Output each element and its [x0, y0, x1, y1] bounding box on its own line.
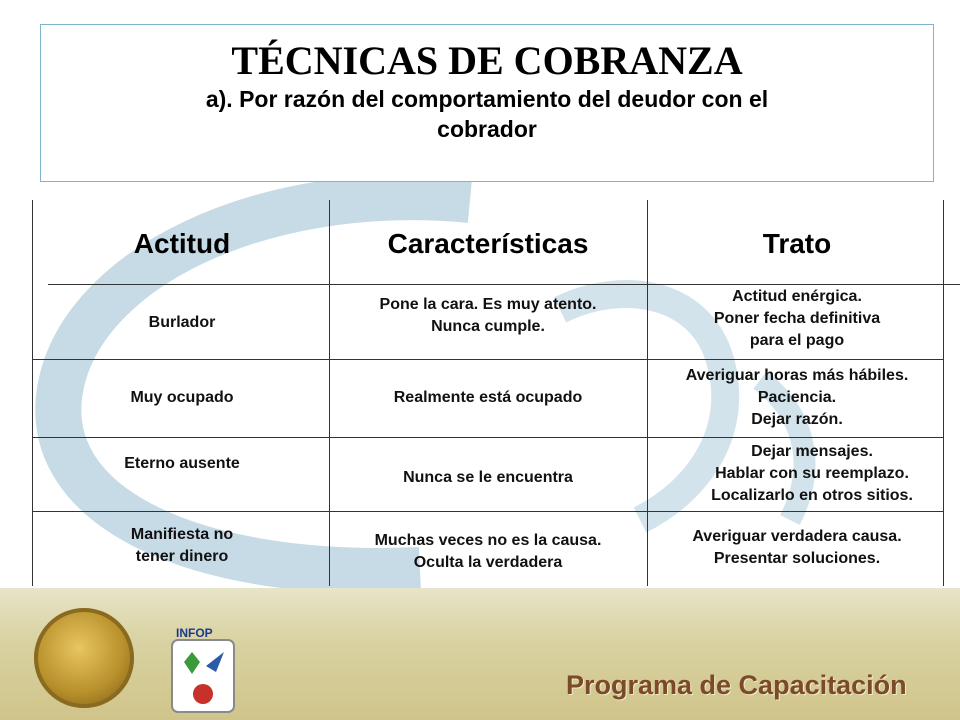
infop-logo-text: INFOP — [176, 626, 213, 640]
cell-actitud: Burlador — [148, 313, 216, 331]
table-row-line — [32, 511, 944, 512]
cell-caracteristicas: Realmente está ocupado — [393, 389, 583, 406]
cell-caracteristicas: Pone la cara. Es muy atento. Nunca cumple. — [379, 296, 597, 335]
cell-caracteristicas: Nunca se le encuentra — [403, 469, 573, 486]
header-trato: Trato — [762, 228, 832, 259]
collection-techniques-table — [32, 200, 944, 586]
page-title: TÉCNICAS DE COBRANZA — [231, 38, 743, 83]
cell-trato: Actitud enérgica. Poner fecha definitiva para el pago — [713, 288, 881, 349]
cell-actitud: Muy ocupado — [130, 389, 234, 406]
chamber-seal-icon — [34, 608, 134, 708]
cell-actitud: Eterno ausente — [124, 455, 240, 472]
header-actitud: Actitud — [133, 228, 231, 259]
cell-trato: Averiguar verdadera causa. Presentar soluciones. — [692, 528, 902, 567]
cell-caracteristicas: Muchas veces no es la causa. Oculta la verdadera — [374, 532, 602, 571]
page-subtitle: a). Por razón del comportamiento del deudor con el cobrador — [205, 86, 769, 142]
header-caracteristicas: Características — [387, 228, 589, 259]
title-box — [40, 24, 934, 182]
cell-trato: Averiguar horas más hábiles. Paciencia. Dejar razón. — [685, 367, 909, 428]
program-title: Programa de Capacitación — [566, 670, 907, 700]
cell-actitud: Manifiesta no tener dinero — [130, 526, 234, 565]
cell-trato: Dejar mensajes. Hablar con su reemplazo. Localizarlo en otros sitios. — [711, 443, 913, 504]
